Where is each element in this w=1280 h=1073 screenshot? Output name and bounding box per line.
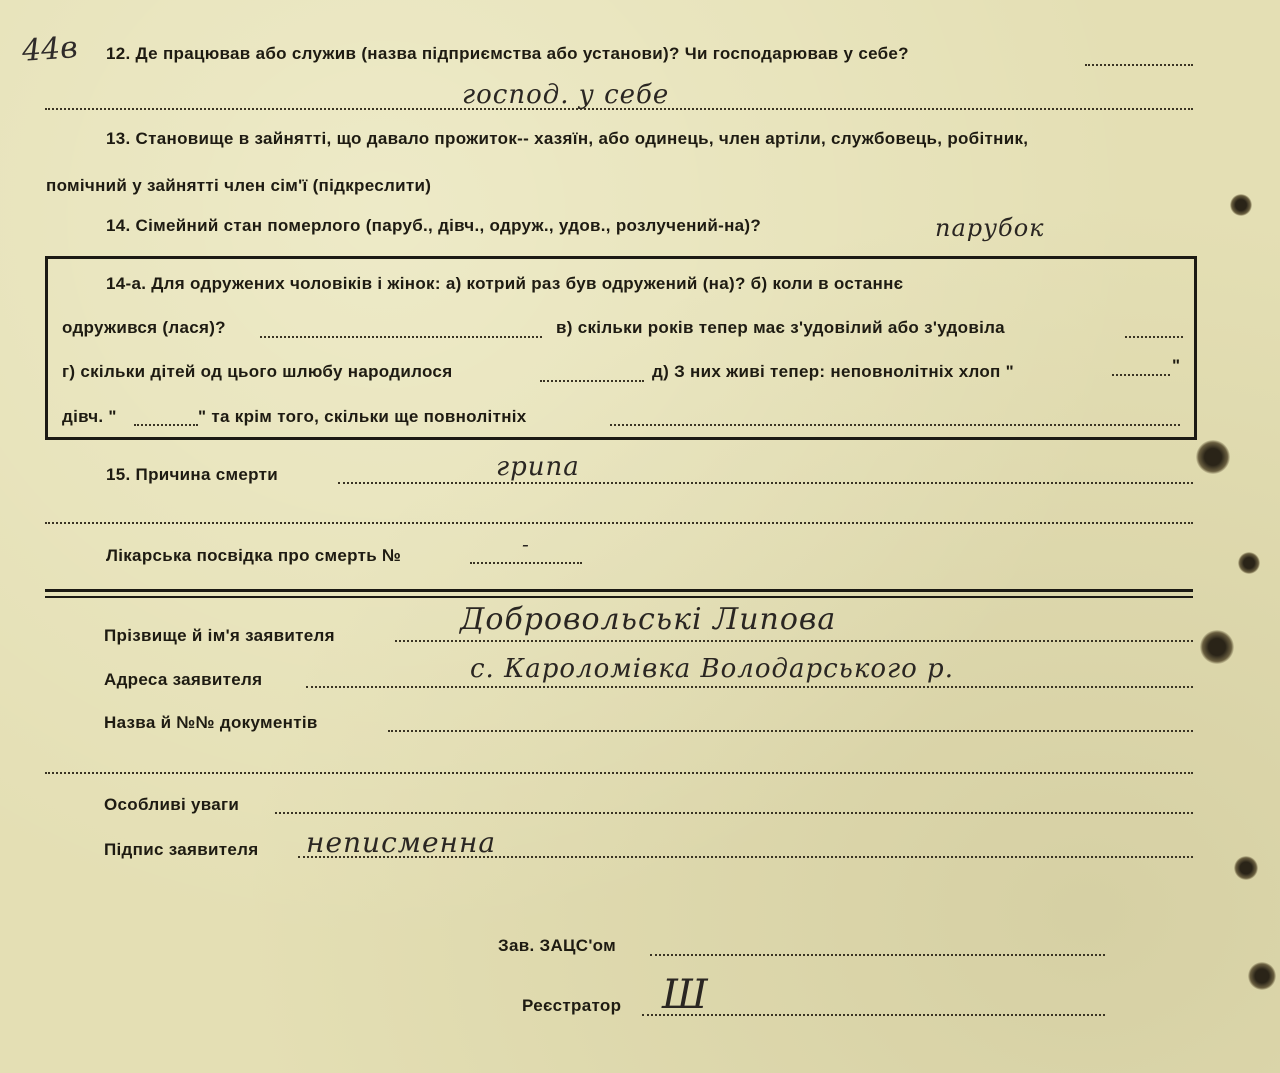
punch-hole — [1196, 440, 1230, 474]
applicant-address-line — [306, 686, 1193, 688]
margin-number: 44в — [20, 30, 79, 69]
registrar-line — [642, 1014, 1105, 1016]
applicant-docs-line-2 — [45, 772, 1193, 774]
punch-hole — [1234, 856, 1258, 880]
q14a-married-dots — [260, 336, 542, 338]
q14a-adults-dots — [610, 424, 1180, 426]
q14a-children-dots — [540, 380, 644, 382]
q14a-girls-dots — [134, 424, 198, 426]
medical-answer: - — [522, 532, 530, 556]
applicant-address-value: с. Кароломівка Володарського р. — [470, 654, 954, 684]
q13-line-2: помічний у зайнятті член сім'ї (підкреслити) — [46, 176, 432, 195]
medical-dotted-line — [470, 562, 582, 564]
q12-answer: господ. у себе — [462, 80, 670, 110]
q14a-line-2b: в) скільки років тепер має з'удовілий або з'удовіла — [556, 318, 1005, 337]
q14a-line-3b: д) З них живі тепер: неповнолітніх хлоп " — [652, 362, 1014, 381]
q14a-years-dots — [1125, 336, 1183, 338]
head-zags-label: Зав. ЗАЦС'ом — [498, 936, 617, 955]
signature-value: неписменна — [306, 826, 497, 859]
q14a-line-3c: " — [1172, 356, 1181, 375]
q14a-line-4b: " та крім того, скільки ще повнолітніх — [198, 407, 527, 426]
q14a-line-3a: г) скільки дітей од цього шлюбу народилося — [62, 362, 453, 381]
q14a-boys-dots — [1112, 374, 1170, 376]
registrar-label: Реєстратор — [522, 996, 622, 1015]
applicant-address-label: Адреса заявителя — [104, 670, 263, 689]
notes-line — [275, 812, 1193, 814]
q14a-line-2a: одружився (лася)? — [62, 318, 226, 337]
registrar-signature: Ш — [662, 972, 709, 1018]
q15-second-line — [45, 522, 1193, 524]
punch-hole — [1238, 552, 1260, 574]
separator-rule-bottom — [45, 596, 1193, 598]
applicant-name-label: Прізвище й ім'я заявителя — [104, 626, 335, 645]
medical-label: Лікарська посвідка про смерть № — [106, 546, 402, 565]
punch-hole — [1200, 630, 1234, 664]
notes-label: Особливі уваги — [104, 795, 240, 814]
q14a-line-1: 14-а. Для одружених чоловіків і жінок: а) котрий раз був одружений (на)? б) коли в останнє — [106, 274, 904, 293]
punch-hole — [1230, 194, 1252, 216]
applicant-name-value: Добровольські Липова — [460, 602, 837, 637]
q15-label: 15. Причина смерти — [106, 465, 278, 484]
q14-label: 14. Сімейний стан померлого (паруб., дівч., одруж., удов., розлучений-на)? — [106, 216, 762, 235]
q12-label: 12. Де працював або служив (назва підприємства або установи)? Чи господарював у себе? — [106, 44, 909, 63]
q14-answer: парубок — [935, 214, 1045, 242]
head-zags-line — [650, 954, 1105, 956]
q12-dotted-line — [1085, 64, 1193, 66]
q15-dotted-line — [338, 482, 1193, 484]
punch-hole — [1248, 962, 1276, 990]
q13-line-1: 13. Становище в зайнятті, що давало прожиток-- хазяїн, або одинець, член артіли, службовець, робітник, — [106, 129, 1029, 148]
signature-label: Підпис заявителя — [104, 840, 259, 859]
applicant-docs-label: Назва й №№ документів — [104, 713, 318, 732]
q14a-line-4a: дівч. " — [62, 407, 117, 426]
separator-rule-top — [45, 589, 1193, 592]
q15-answer: грипа — [496, 452, 580, 482]
applicant-docs-line — [388, 730, 1193, 732]
applicant-name-line — [395, 640, 1193, 642]
